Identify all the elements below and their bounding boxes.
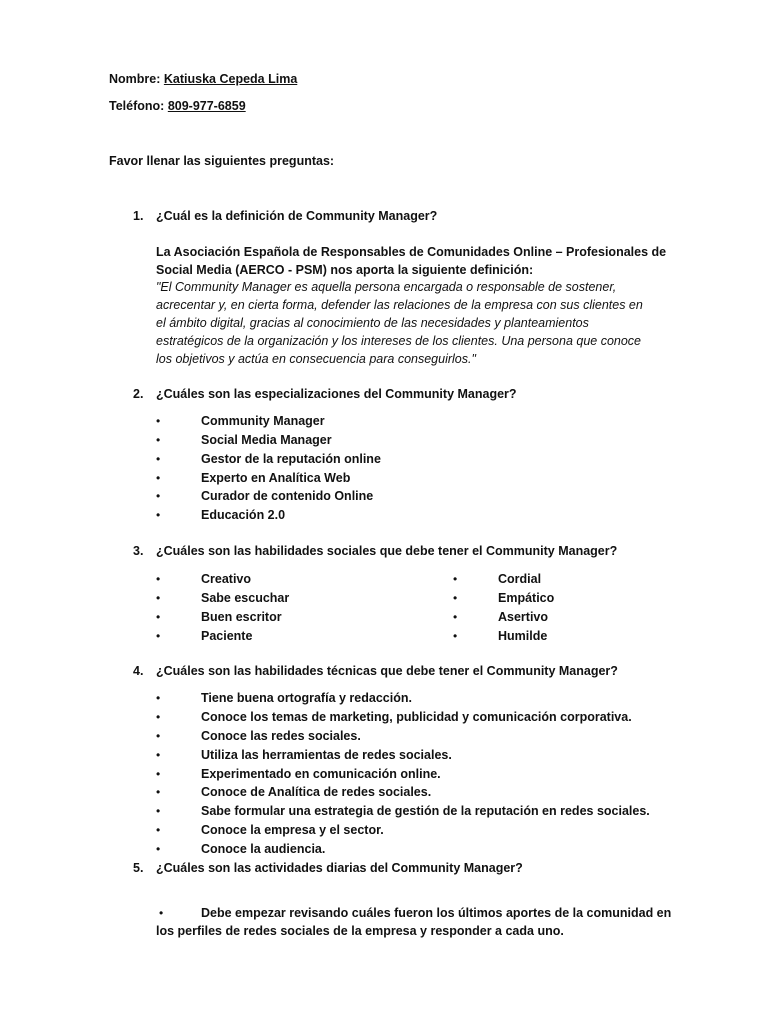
- bullet-icon: •: [453, 572, 458, 586]
- bullet-icon: •: [156, 591, 161, 605]
- bullet-icon: •: [156, 508, 161, 522]
- bullet-icon: •: [156, 804, 161, 818]
- phone-label: Teléfono:: [109, 99, 165, 113]
- q4-list-item: Utiliza las herramientas de redes sociales.: [201, 748, 452, 762]
- q5-answer-line: los perfiles de redes sociales de la empresa y responder a cada uno.: [156, 924, 564, 938]
- bullet-icon: •: [453, 591, 458, 605]
- phone-line: [109, 97, 246, 116]
- bullet-icon: •: [156, 414, 161, 428]
- q4-list-item: Conoce las redes sociales.: [201, 729, 361, 743]
- q2-list-item: Social Media Manager: [201, 433, 332, 447]
- q4-list-item: Tiene buena ortografía y redacción.: [201, 691, 412, 705]
- bullet-icon: •: [156, 842, 161, 856]
- instruction-text: Favor llenar las siguientes preguntas:: [109, 154, 335, 168]
- q3-left-item: Buen escritor: [201, 610, 282, 624]
- q4-list-item: Conoce la audiencia.: [201, 842, 326, 856]
- q1-intro-line: Social Media (AERCO - PSM) nos aporta la siguiente definición:: [156, 263, 534, 277]
- q3-right-item: Empático: [498, 591, 555, 605]
- q3-right-item: Cordial: [498, 572, 542, 586]
- q1-question: ¿Cuál es la definición de Community Manager?: [156, 209, 438, 223]
- q1-number: 1.: [133, 209, 144, 223]
- bullet-icon: •: [156, 691, 161, 705]
- q4-number: 4.: [133, 664, 144, 678]
- bullet-icon: •: [156, 785, 161, 799]
- q3-left-item: Creativo: [201, 572, 252, 586]
- q2-number: 2.: [133, 387, 144, 401]
- bullet-icon: •: [453, 629, 458, 643]
- bullet-icon: •: [156, 433, 161, 447]
- q2-list-item: Curador de contenido Online: [201, 489, 374, 503]
- bullet-icon: •: [156, 710, 161, 724]
- q1-quote-line: los objetivos y actúa en consecuencia para conseguirlos.": [156, 352, 476, 366]
- q3-question: ¿Cuáles son las habilidades sociales que debe tener el Community Manager?: [156, 544, 618, 558]
- q4-list-item: Conoce la empresa y el sector.: [201, 823, 384, 837]
- bullet-icon: •: [159, 906, 164, 920]
- q5-answer-line: Debe empezar revisando cuáles fueron los últimos aportes de la comunidad en: [201, 906, 672, 920]
- q4-list-item: Experimentado en comunicación online.: [201, 767, 441, 781]
- bullet-icon: •: [156, 489, 161, 503]
- name-value: Katiuska Cepeda Lima: [163, 72, 298, 86]
- q1-quote-line: acrecentar y, en cierta forma, defender las relaciones de la empresa con sus clientes en: [156, 298, 643, 312]
- phone-value: 809-977-6859: [167, 99, 246, 113]
- q3-number: 3.: [133, 544, 144, 558]
- q1-intro-line: La Asociación Española de Responsables de Comunidades Online – Profesionales de: [156, 245, 667, 259]
- q1-quote-line: estratégicos de la organización y los intereses de los clientes. Una persona que conoce: [156, 334, 642, 348]
- q2-list-item: Educación 2.0: [201, 508, 286, 522]
- name-line: [109, 70, 297, 89]
- q3-right-item: Humilde: [498, 629, 548, 643]
- q1-quote-line: el ámbito digital, gracias al conocimiento de las necesidades y planteamientos: [156, 316, 589, 330]
- bullet-icon: •: [156, 767, 161, 781]
- bullet-icon: •: [156, 471, 161, 485]
- q3-right-item: Asertivo: [498, 610, 549, 624]
- q2-question: ¿Cuáles son las especializaciones del Community Manager?: [156, 387, 517, 401]
- q4-list-item: Sabe formular una estrategia de gestión de la reputación en redes sociales.: [201, 804, 650, 818]
- q4-list-item: Conoce los temas de marketing, publicidad y comunicación corporativa.: [201, 710, 632, 724]
- bullet-icon: •: [156, 452, 161, 466]
- q3-left-item: Paciente: [201, 629, 253, 643]
- bullet-icon: •: [156, 748, 161, 762]
- bullet-icon: •: [156, 572, 161, 586]
- q2-list-item: Community Manager: [201, 414, 325, 428]
- bullet-icon: •: [156, 823, 161, 837]
- q2-list-item: Gestor de la reputación online: [201, 452, 381, 466]
- q3-left-item: Sabe escuchar: [201, 591, 290, 605]
- q5-question: ¿Cuáles son las actividades diarias del Community Manager?: [156, 861, 523, 875]
- bullet-icon: •: [453, 610, 458, 624]
- bullet-icon: •: [156, 629, 161, 643]
- name-label: Nombre:: [109, 72, 161, 86]
- q4-list-item: Conoce de Analítica de redes sociales.: [201, 785, 432, 799]
- q4-question: ¿Cuáles son las habilidades técnicas que debe tener el Community Manager?: [156, 664, 618, 678]
- q5-number: 5.: [133, 861, 144, 875]
- q2-list-item: Experto en Analítica Web: [201, 471, 351, 485]
- bullet-icon: •: [156, 729, 161, 743]
- bullet-icon: •: [156, 610, 161, 624]
- q1-quote-line: "El Community Manager es aquella persona encargada o responsable de sostener,: [156, 280, 617, 294]
